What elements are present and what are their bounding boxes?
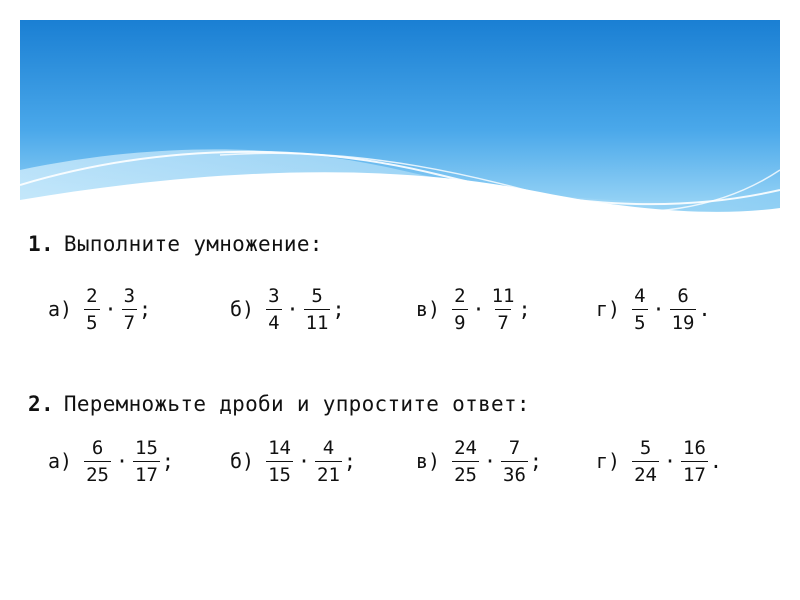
item-label: а) [48,449,73,473]
exercise-item [596,274,711,344]
denominator: 5 [84,309,99,334]
header-wave-background [20,20,780,220]
task-2-title [28,390,530,418]
denominator: 24 [632,461,659,486]
item-label: в) [416,297,441,321]
multiply-operator: · [663,449,677,473]
fraction [84,437,111,486]
denominator: 9 [452,309,467,334]
fraction [452,437,479,486]
denominator: 17 [133,461,160,486]
item-label: б) [230,449,255,473]
fraction [501,437,528,486]
denominator: 7 [122,309,137,334]
numerator: 24 [454,436,477,459]
numerator: 4 [634,284,646,307]
numerator: 6 [677,284,689,307]
item-punctuation: . [698,297,711,321]
item-punctuation: ; [343,449,356,473]
denominator: 15 [266,461,293,486]
item-punctuation: ; [529,449,542,473]
fraction [266,285,281,334]
numerator: 7 [508,436,521,459]
exercise-item [48,426,174,496]
fraction [122,285,137,334]
fraction [84,285,99,334]
item-label: б) [230,297,255,321]
task-1-row [48,274,768,344]
item-punctuation: ; [332,297,345,321]
exercise-item [416,426,542,496]
denominator: 17 [681,461,708,486]
fraction [266,437,293,486]
denominator: 21 [315,461,342,486]
task-text: Перемножьте дроби и упростите ответ: [63,392,530,416]
exercise-item [230,274,345,344]
denominator: 5 [632,309,647,334]
numerator: 2 [86,284,98,307]
multiply-operator: · [472,297,485,321]
numerator: 3 [268,284,280,307]
fraction [670,285,697,334]
multiply-operator: · [286,297,299,321]
exercise-item [230,426,356,496]
item-punctuation: ; [161,449,174,473]
exercise-item [416,274,531,344]
fraction [304,285,331,334]
fraction [632,437,659,486]
numerator: 6 [91,436,104,459]
denominator: 11 [304,309,331,334]
fraction [315,437,342,486]
numerator: 3 [123,284,136,307]
numerator: 5 [639,436,652,459]
multiply-operator: · [297,449,311,473]
item-label: г) [596,297,621,321]
item-punctuation: ; [139,297,152,321]
numerator: 14 [268,436,291,459]
item-punctuation: ; [518,297,531,321]
item-punctuation: . [709,449,722,473]
numerator: 2 [454,284,466,307]
denominator: 4 [266,309,281,334]
exercise-item [596,426,722,496]
multiply-operator: · [104,297,117,321]
numerator: 11 [491,284,515,307]
fraction [490,285,517,334]
task-2-row [48,426,768,496]
multiply-operator: · [652,297,665,321]
denominator: 19 [670,309,697,334]
denominator: 36 [501,461,528,486]
slide [20,20,780,585]
fraction [133,437,160,486]
multiply-operator: · [115,449,129,473]
fraction [681,437,708,486]
fraction [632,285,647,334]
denominator: 7 [495,309,510,334]
denominator: 25 [452,461,479,486]
item-label: г) [596,449,621,473]
task-2 [28,390,530,418]
item-label: в) [416,449,441,473]
numerator: 15 [135,436,158,459]
task-number: 1. [28,232,54,256]
task-1 [28,230,323,258]
task-1-title [28,230,323,258]
numerator: 16 [683,436,706,459]
numerator: 5 [311,284,323,307]
multiply-operator: · [483,449,497,473]
exercise-item [48,274,151,344]
task-text: Выполните умножение: [63,232,323,256]
fraction [452,285,467,334]
numerator: 4 [322,436,335,459]
denominator: 25 [84,461,111,486]
task-number: 2. [28,392,54,416]
item-label: а) [48,297,73,321]
